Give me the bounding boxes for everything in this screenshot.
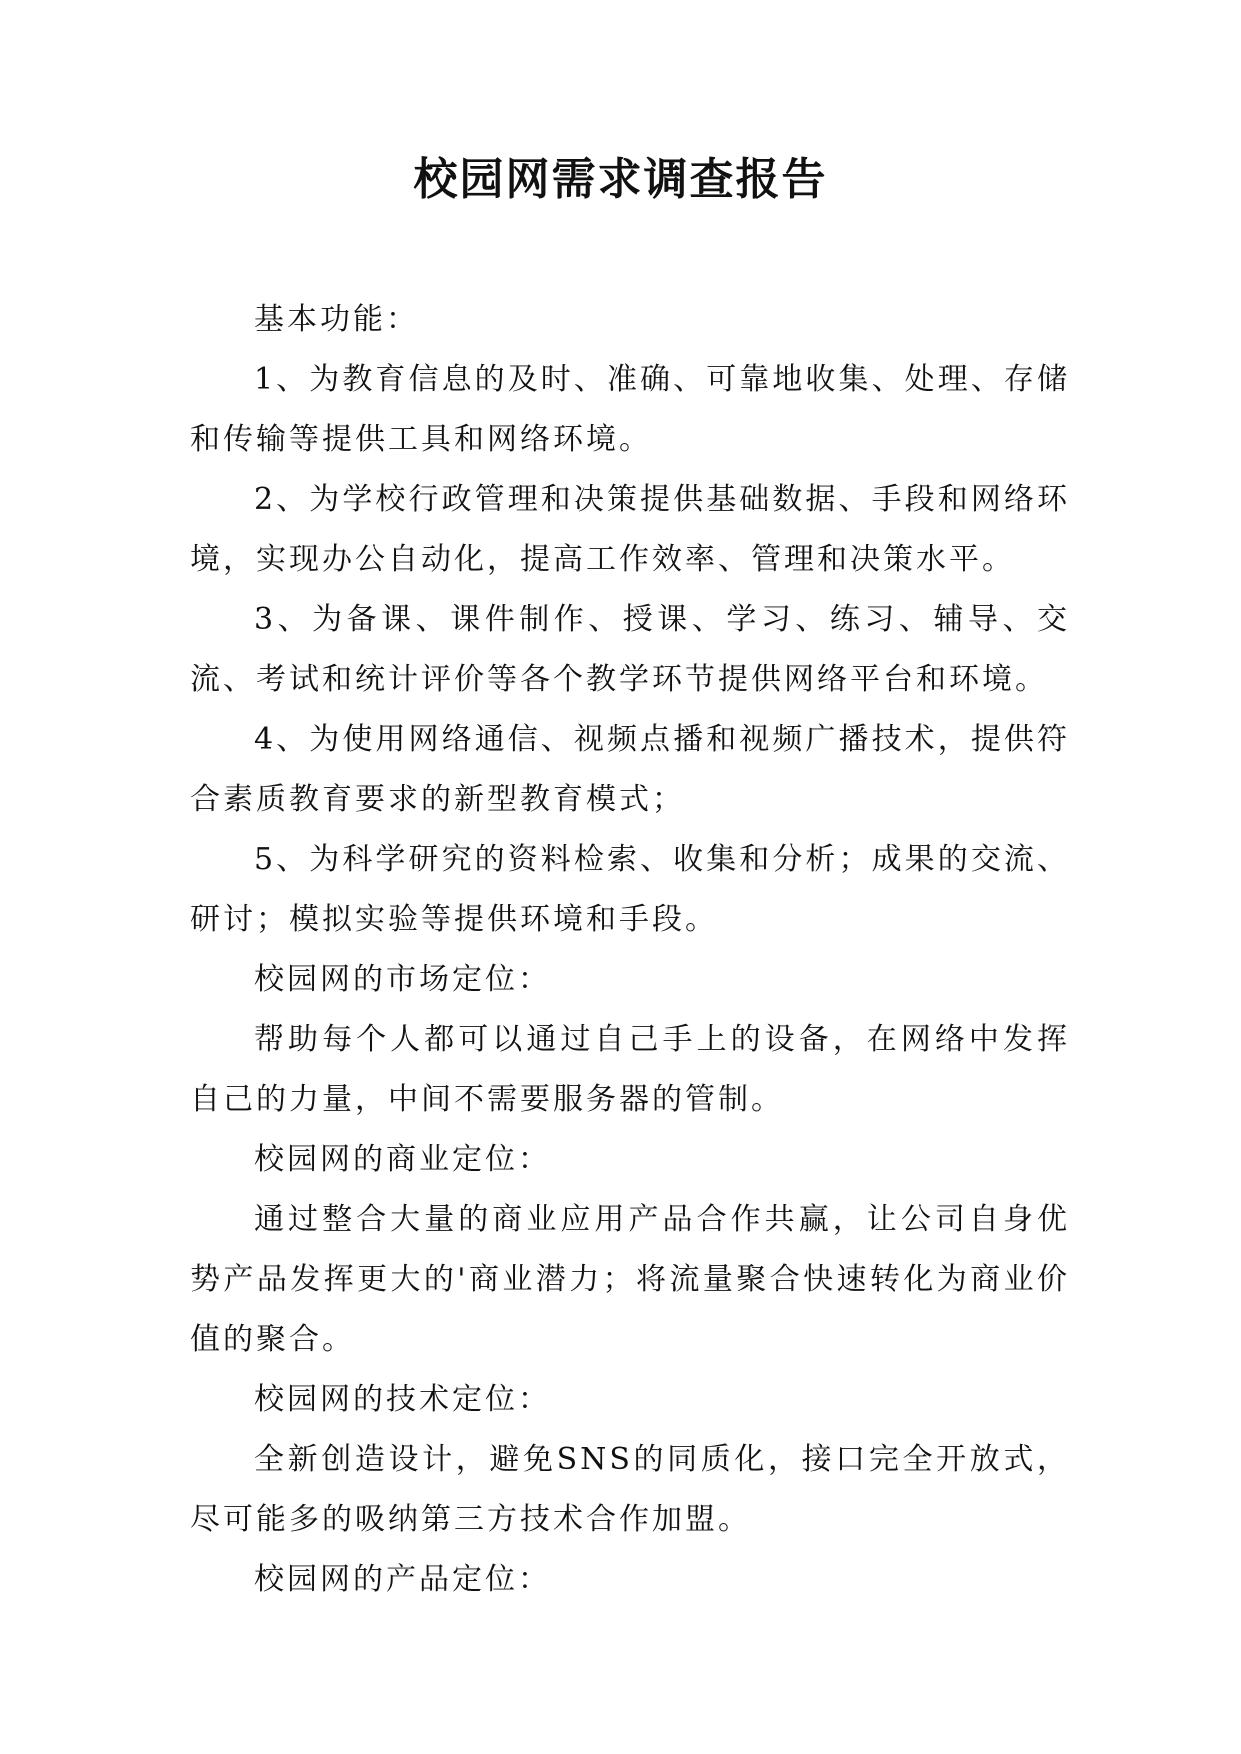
heading-product-positioning: 校园网的产品定位： [254, 1562, 551, 1597]
function-item-1: 1、为教育信息的及时、准确、可靠地收集、处理、存储和传输等提供工具和网络环境。 [190, 362, 1070, 457]
heading-technical-positioning: 校园网的技术定位： [254, 1382, 551, 1417]
heading-business-positioning: 校园网的商业定位： [254, 1142, 551, 1177]
function-item-5: 5、为科学研究的资料检索、收集和分析；成果的交流、研讨；模拟实验等提供环境和手段。 [190, 842, 1070, 937]
business-positioning-text: 通过整合大量的商业应用产品合作共赢，让公司自身优势产品发挥更大的'商业潜力；将流量聚合快速转化为商业价值的聚合。 [190, 1202, 1070, 1357]
function-item-4: 4、为使用网络通信、视频点播和视频广播技术，提供符合素质教育要求的新型教育模式； [190, 722, 1070, 817]
technical-positioning-text: 全新创造设计，避免SNS的同质化，接口完全开放式，尽可能多的吸纳第三方技术合作加盟。 [190, 1442, 1070, 1537]
heading-basic-functions: 基本功能： [254, 302, 419, 337]
document-body [190, 290, 1070, 1610]
heading-market-positioning: 校园网的市场定位： [254, 962, 551, 997]
market-positioning-text: 帮助每个人都可以通过自己手上的设备，在网络中发挥自己的力量，中间不需要服务器的管制。 [190, 1022, 1070, 1117]
function-item-3: 3、为备课、课件制作、授课、学习、练习、辅导、交流、考试和统计评价等各个教学环节提供网络平台和环境。 [190, 602, 1070, 697]
document-title: 校园网需求调查报告 [413, 154, 828, 205]
function-item-2: 2、为学校行政管理和决策提供基础数据、手段和网络环境，实现办公自动化，提高工作效率、管理和决策水平。 [190, 482, 1070, 577]
